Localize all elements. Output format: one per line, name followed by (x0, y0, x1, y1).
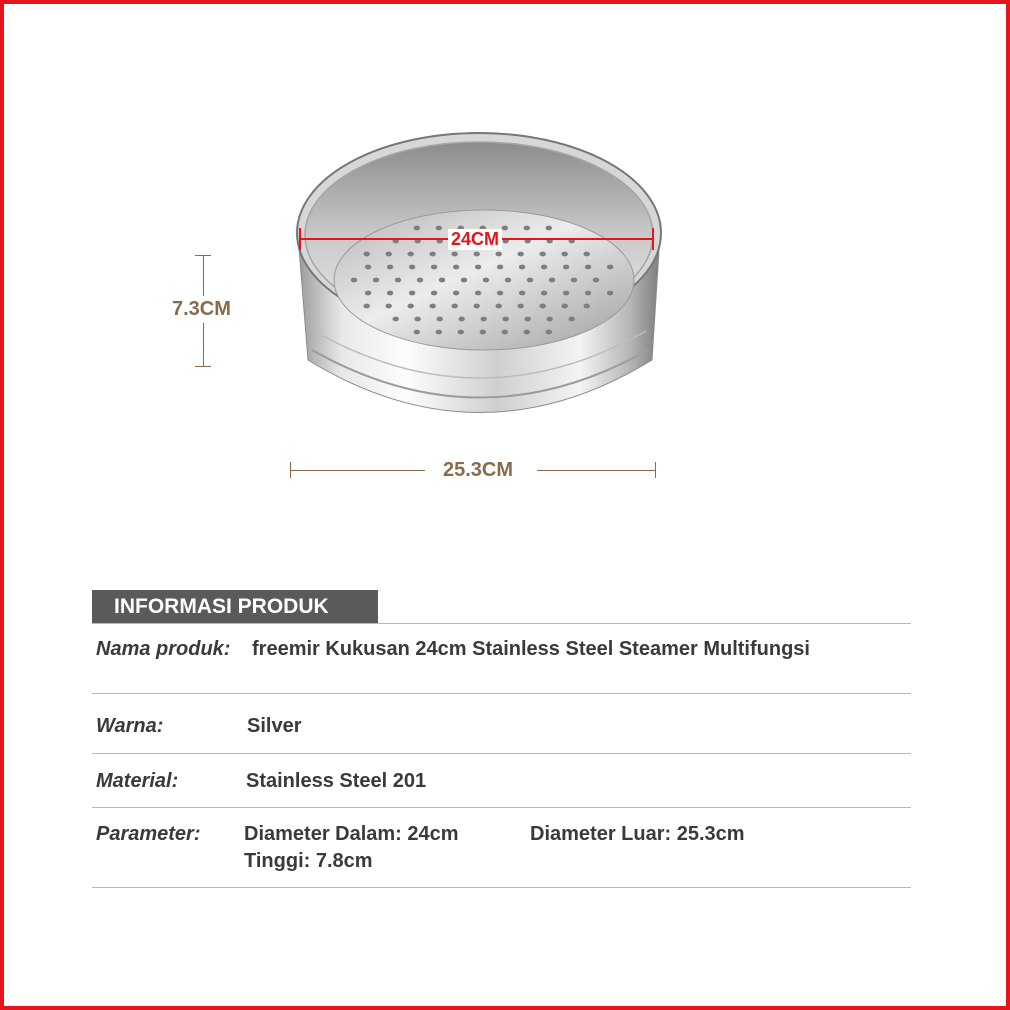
steam-hole (351, 278, 357, 283)
steam-hole (415, 317, 421, 322)
height-label: 7.3CM (172, 296, 231, 323)
steam-hole (505, 278, 511, 283)
steam-hole (431, 265, 437, 270)
outer-diameter-label: 25.3CM (443, 459, 514, 481)
param-outer-diameter: Diameter Luar: 25.3cm (530, 823, 745, 845)
steam-hole (571, 278, 577, 283)
steam-hole (563, 291, 569, 296)
steam-hole (459, 317, 465, 322)
divider (92, 623, 911, 624)
steam-hole (518, 304, 524, 309)
divider (92, 887, 911, 888)
steam-hole (453, 291, 459, 296)
steam-hole (585, 291, 591, 296)
steam-hole (408, 304, 414, 309)
steam-hole (584, 252, 590, 257)
steam-hole (395, 278, 401, 283)
steam-hole (475, 291, 481, 296)
steam-hole (502, 226, 508, 231)
steam-hole (497, 291, 503, 296)
steam-hole (541, 291, 547, 296)
product-info-header: INFORMASI PRODUK (92, 590, 378, 624)
steam-hole (480, 330, 486, 335)
steam-hole (437, 317, 443, 322)
steam-hole (540, 252, 546, 257)
steam-hole (436, 330, 442, 335)
steam-hole (393, 317, 399, 322)
steam-hole (474, 304, 480, 309)
steam-hole (364, 252, 370, 257)
steam-hole (503, 317, 509, 322)
steam-hole (502, 330, 508, 335)
steam-hole (593, 278, 599, 283)
steam-hole (408, 252, 414, 257)
outer-diameter-line-left (290, 470, 425, 471)
steam-hole (365, 291, 371, 296)
steam-hole (409, 265, 415, 270)
steam-hole (481, 317, 487, 322)
steam-hole (549, 278, 555, 283)
steam-hole (436, 226, 442, 231)
steam-hole (546, 226, 552, 231)
steam-hole (518, 252, 524, 257)
param-inner-diameter: Diameter Dalam: 24cm (244, 823, 459, 845)
steam-hole (563, 265, 569, 270)
steam-hole (475, 265, 481, 270)
steam-hole (409, 291, 415, 296)
steam-hole (373, 278, 379, 283)
steam-hole (461, 278, 467, 283)
divider (92, 693, 911, 694)
steam-hole (386, 252, 392, 257)
parameter-label: Parameter: (96, 823, 201, 845)
steam-hole (524, 330, 530, 335)
steam-hole (417, 278, 423, 283)
steam-hole (562, 304, 568, 309)
steam-hole (585, 265, 591, 270)
divider (92, 807, 911, 808)
steam-hole (439, 278, 445, 283)
steam-hole (483, 278, 489, 283)
steam-hole (386, 304, 392, 309)
steam-hole (414, 226, 420, 231)
steam-hole (547, 317, 553, 322)
steam-hole (364, 304, 370, 309)
divider (92, 753, 911, 754)
steam-hole (452, 304, 458, 309)
steam-hole (527, 278, 533, 283)
steam-hole (562, 252, 568, 257)
param-height: Tinggi: 7.8cm (244, 850, 373, 872)
steam-hole (365, 265, 371, 270)
material-label: Material: (96, 770, 179, 792)
steam-hole (496, 304, 502, 309)
steam-hole (453, 265, 459, 270)
steam-hole (541, 265, 547, 270)
steam-hole (387, 265, 393, 270)
steam-hole (607, 265, 613, 270)
steam-hole (569, 317, 575, 322)
steam-hole (525, 317, 531, 322)
steam-hole (519, 265, 525, 270)
steamer-product-image (290, 125, 670, 435)
steam-hole (458, 330, 464, 335)
outer-diameter-tick-left (290, 462, 291, 478)
steam-hole (474, 252, 480, 257)
steam-hole (607, 291, 613, 296)
inner-diameter-label: 24CM (448, 229, 502, 250)
steam-hole (414, 330, 420, 335)
product-name-label: Nama produk: (96, 638, 231, 660)
material-value: Stainless Steel 201 (246, 770, 427, 792)
steam-hole (497, 265, 503, 270)
height-tick-bottom (195, 366, 211, 367)
steam-hole (524, 226, 530, 231)
product-name-value: freemir Kukusan 24cm Stainless Steel Steamer Multifungsi (252, 638, 810, 660)
steam-hole (584, 304, 590, 309)
color-value: Silver (247, 715, 302, 737)
color-label: Warna: (96, 715, 164, 737)
steam-hole (546, 330, 552, 335)
steam-hole (387, 291, 393, 296)
steam-hole (430, 252, 436, 257)
steam-hole (540, 304, 546, 309)
height-tick-top (195, 255, 211, 256)
steam-hole (431, 291, 437, 296)
steam-hole (519, 291, 525, 296)
outer-diameter-tick-right (655, 462, 656, 478)
steam-hole (430, 304, 436, 309)
steam-hole (452, 252, 458, 257)
steam-hole (496, 252, 502, 257)
outer-diameter-line-right (537, 470, 655, 471)
